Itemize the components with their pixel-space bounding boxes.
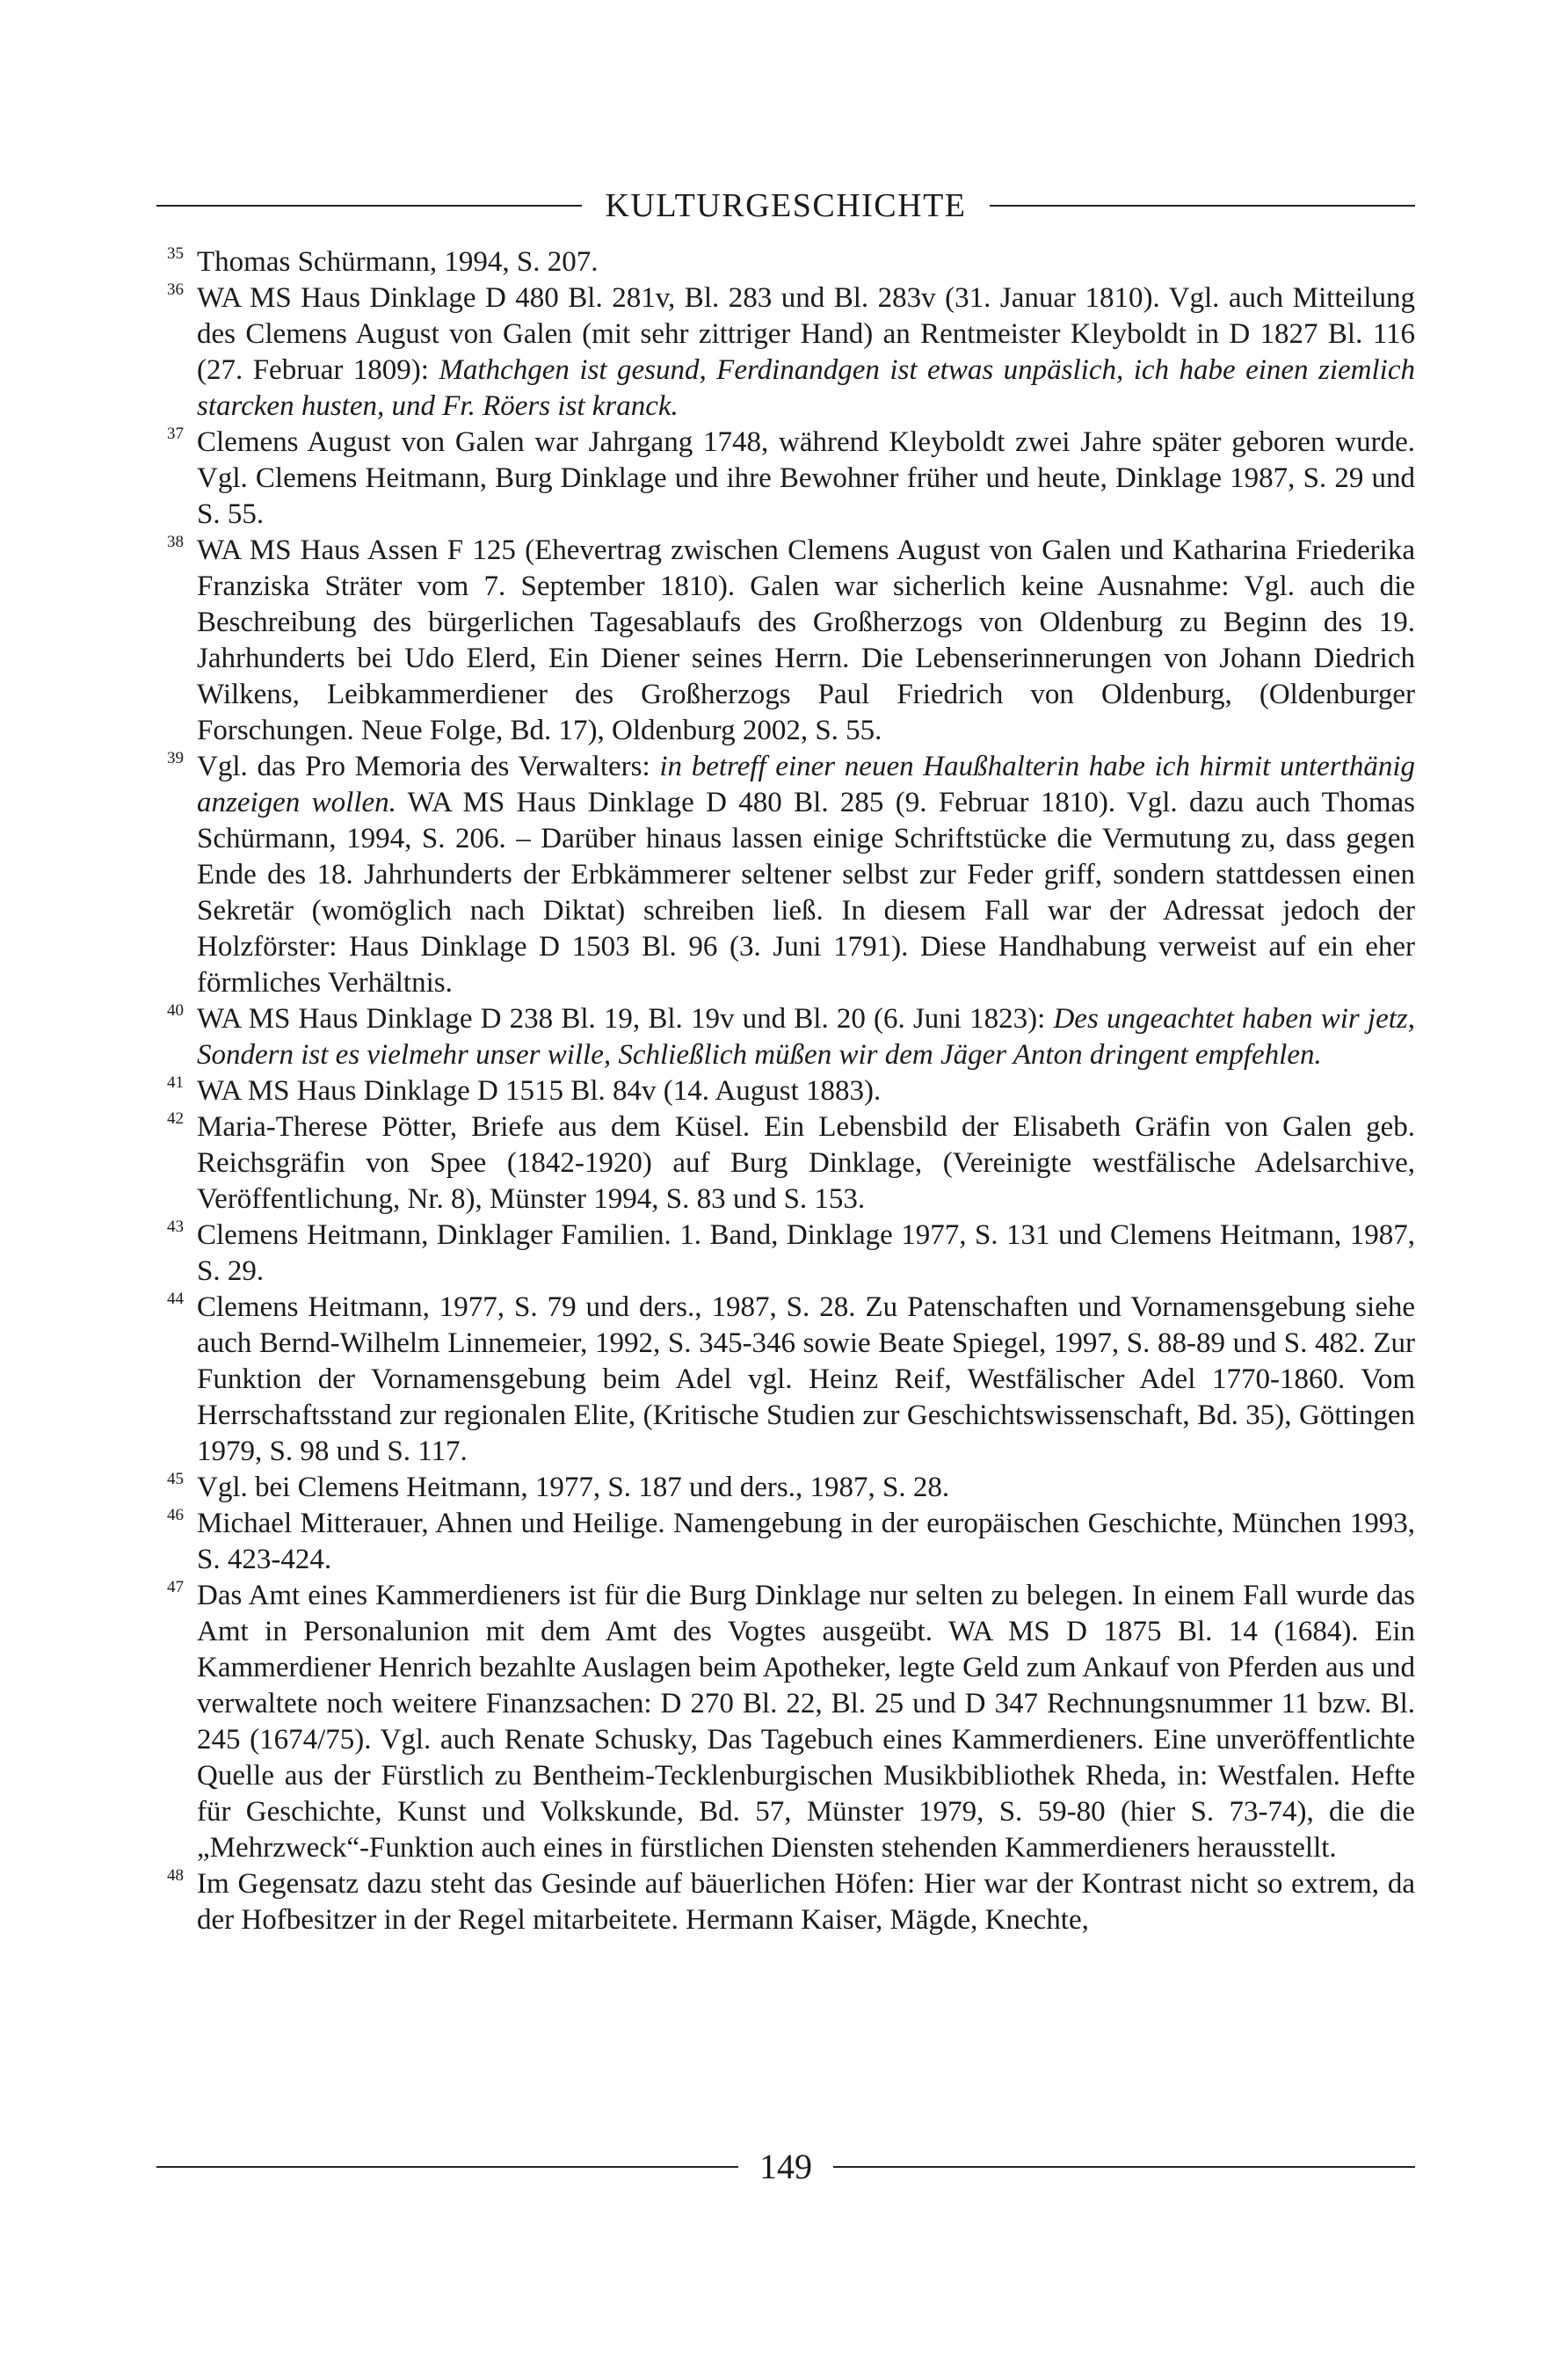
footnote-text: Clemens Heitmann, Dinklager Familien. 1. Band, Dinklage 1977, S. 131 und Clemens Heitmann, 1987, S. 29. xyxy=(197,1219,1415,1287)
header-rule-left xyxy=(156,205,582,207)
header-rule-right xyxy=(990,205,1415,207)
header-title: KULTURGESCHICHTE xyxy=(605,187,967,224)
footnote-45 xyxy=(156,1470,1415,1506)
footnote-number: 44 xyxy=(167,1290,184,1308)
footnote-number: 38 xyxy=(167,533,184,551)
footnote-47 xyxy=(156,1578,1415,1866)
footnote-number: 45 xyxy=(167,1470,184,1488)
footnote-35 xyxy=(156,244,1415,280)
footnote-number: 41 xyxy=(167,1073,184,1092)
footnote-text: Thomas Schürmann, 1994, S. 207. xyxy=(197,246,599,278)
footnote-quote: in betreff einer neuen Haußhalterin habe ich hirmit unterthänig anzeigen wollen. xyxy=(197,751,1415,818)
footnote-text: Michael Mitterauer, Ahnen und Heilige. Namengebung in der europäischen Geschichte, München 1993, S. 423-424. xyxy=(197,1508,1415,1575)
footnote-40 xyxy=(156,1001,1415,1073)
footer-rule-right xyxy=(833,2166,1415,2168)
footnote-text: Maria-Therese Pötter, Briefe aus dem Küsel. Ein Lebensbild der Elisabeth Gräfin von Galen geb. Reichsgräfin von Spee (1842-1920) auf Burg Dinklage, (Vereinigte westfälische Adelsarchive, Veröffentlichung, Nr. 8), Münster 1994, S. 83 und S. 153. xyxy=(197,1111,1415,1215)
footnote-39 xyxy=(156,749,1415,1001)
footnote-46 xyxy=(156,1506,1415,1578)
footnote-36 xyxy=(156,280,1415,425)
footnote-37 xyxy=(156,425,1415,533)
footnote-number: 43 xyxy=(167,1218,184,1236)
footnote-quote: Mathchgen ist gesund, Ferdinandgen ist etwas unpäslich, ich habe einen ziemlich starcken husten, und Fr. Röers ist kranck. xyxy=(197,354,1415,422)
footnote-text: WA MS Haus Dinklage D 480 Bl. 285 (9. Februar 1810). Vgl. dazu auch Thomas Schürmann, 1994, S. 206. – Darüber hinaus lassen einige Schriftstücke die Vermutung zu, dass gegen Ende des 18. Jahrhunderts der Erbkämmerer seltener selbst zur Feder griff, sondern stattdessen einen Sekretär (womöglich nach Diktat) schreiben ließ. In diesem Fall war der Adressat jedoch der Holzförster: Haus Dinklage D 1503 Bl. 96 (3. Juni 1791). Diese Handhabung verweist auf ein eher förmliches Verhältnis. xyxy=(197,787,1415,999)
footnote-text: Das Amt eines Kammerdieners ist für die Burg Dinklage nur selten zu belegen. In einem Fall wurde das Amt in Personalunion mit dem Amt des Vogtes ausgeübt. WA MS D 1875 Bl. 14 (1684). Ein Kammerdiener Henrich bezahlte Auslagen beim Apotheker, legte Geld zum Ankauf von Pferden aus und verwaltete noch weitere Finanzsachen: D 270 Bl. 22, Bl. 25 und D 347 Rechnungsnummer 11 bzw. Bl. 245 (1674/75). Vgl. auch Renate Schusky, Das Tagebuch eines Kammerdieners. Eine unveröffentlichte Quelle aus der Fürstlich zu Bentheim-Tecklenburgischen Musikbibliothek Rheda, in: Westfalen. Hefte für Geschichte, Kunst und Volkskunde, Bd. 57, Münster 1979, S. 59-80 (hier S. 73-74), die die „Mehrzweck“-Funktion auch eines in fürstlichen Diensten stehenden Kammerdieners herausstellt. xyxy=(197,1580,1415,1864)
footnote-number: 46 xyxy=(167,1506,184,1524)
footnote-text: Vgl. das Pro Memoria des Verwalters: xyxy=(197,751,660,782)
footnotes-list xyxy=(156,244,1415,1938)
footnote-text: Vgl. bei Clemens Heitmann, 1977, S. 187 und ders., 1987, S. 28. xyxy=(197,1472,950,1503)
footnote-41 xyxy=(156,1073,1415,1109)
footnote-44 xyxy=(156,1290,1415,1470)
footnote-number: 42 xyxy=(167,1109,184,1128)
footnote-quote: Des ungeachtet haben wir jetz, Sondern ist es vielmehr unser wille, Schließlich müßen wir dem Jäger Anton dringent empfehlen. xyxy=(197,1003,1415,1071)
footnote-text: Clemens Heitmann, 1977, S. 79 und ders., 1987, S. 28. Zu Patenschaften und Vornamensgebung siehe auch Bernd-Wilhelm Linnemeier, 1992, S. 345-346 sowie Beate Spiegel, 1997, S. 88-89 und S. 482. Zur Funktion der Vornamensgebung beim Adel vgl. Heinz Reif, Westfälischer Adel 1770-1860. Vom Herrschaftsstand zur regionalen Elite, (Kritische Studien zur Geschichtswissenschaft, Bd. 35), Göttingen 1979, S. 98 und S. 117. xyxy=(197,1291,1415,1467)
footnote-number: 47 xyxy=(167,1578,184,1596)
running-header xyxy=(156,179,1415,232)
footnote-38 xyxy=(156,533,1415,749)
footnote-number: 37 xyxy=(167,425,184,443)
footnote-48 xyxy=(156,1866,1415,1938)
footnote-text: WA MS Haus Dinklage D 238 Bl. 19, Bl. 19v und Bl. 20 (6. Juni 1823): xyxy=(197,1003,1054,1035)
footnote-number: 39 xyxy=(167,749,184,767)
footnote-number: 36 xyxy=(167,280,184,299)
footnote-text: WA MS Haus Assen F 125 (Ehevertrag zwischen Clemens August von Galen und Katharina Friederika Franziska Sträter vom 7. September 1810). Galen war sicherlich keine Ausnahme: Vgl. auch die Beschreibung des bürgerlichen Tagesablaufs des Großherzogs von Oldenburg zu Beginn des 19. Jahrhunderts bei Udo Elerd, Ein Diener seines Herrn. Die Lebenserinnerungen von Johann Diedrich Wilkens, Leibkammerdiener des Großherzogs Paul Friedrich von Oldenburg, (Oldenburger Forschungen. Neue Folge, Bd. 17), Oldenburg 2002, S. 55. xyxy=(197,534,1415,746)
footnote-text: WA MS Haus Dinklage D 1515 Bl. 84v (14. August 1883). xyxy=(197,1075,882,1107)
footnote-number: 40 xyxy=(167,1001,184,1020)
footnote-text: Im Gegensatz dazu steht das Gesinde auf bäuerlichen Höfen: Hier war der Kontrast nicht so extrem, da der Hofbesitzer in der Regel mitarbeitete. Hermann Kaiser, Mägde, Knechte, xyxy=(197,1868,1415,1936)
footnote-43 xyxy=(156,1218,1415,1290)
footnote-number: 48 xyxy=(167,1866,184,1885)
page-footer xyxy=(156,2145,1415,2189)
footer-rule-left xyxy=(156,2166,738,2168)
footnote-42 xyxy=(156,1109,1415,1218)
footnote-text: Clemens August von Galen war Jahrgang 1748, während Kleyboldt zwei Jahre später geboren wurde. Vgl. Clemens Heitmann, Burg Dinklage und ihre Bewohner früher und heute, Dinklage 1987, S. 29 und S. 55. xyxy=(197,426,1415,530)
footnote-number: 35 xyxy=(167,244,184,263)
page-number: 149 xyxy=(759,2147,812,2186)
footnote-text: WA MS Haus Dinklage D 480 Bl. 281v, Bl. 283 und Bl. 283v (31. Januar 1810). Vgl. auch Mitteilung des Clemens August von Galen (mit sehr zittriger Hand) an Rentmeister Kleyboldt in D 1827 Bl. 116 (27. Februar 1809): xyxy=(197,282,1415,386)
